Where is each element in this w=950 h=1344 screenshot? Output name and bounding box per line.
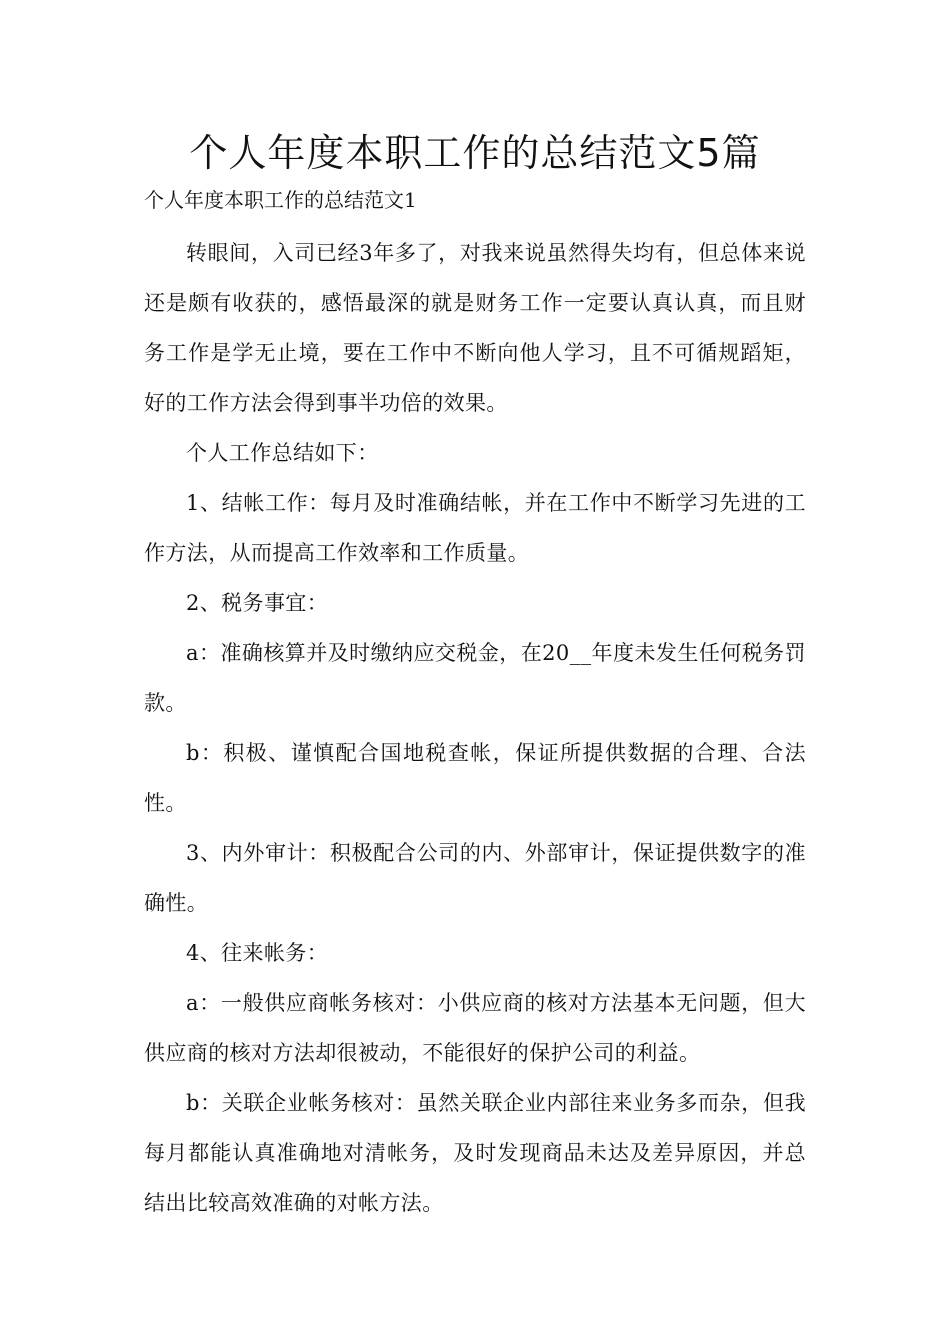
paragraph-item-2b: b：积极、谨慎配合国地税查帐，保证所提供数据的合理、合法性。 (144, 741, 806, 815)
paragraph-item-4a: a：一般供应商帐务核对：小供应商的核对方法基本无问题，但大供应商的核对方法却很被动，不能很好的保护公司的利益。 (144, 991, 806, 1065)
paragraph-item-2a: a：准确核算并及时缴纳应交税金，在20__年度未发生任何税务罚款。 (144, 641, 806, 715)
paragraph-intro: 转眼间，入司已经3年多了，对我来说虽然得失均有，但总体来说还是颇有收获的，感悟最深的就是财务工作一定要认真认真，而且财务工作是学无止境，要在工作中不断向他人学习，且不可循规蹈矩，好的工作方法会得到事半功倍的效果。 (144, 241, 806, 415)
document-body (144, 228, 806, 1228)
paragraph-item-4b: b：关联企业帐务核对：虽然关联企业内部往来业务多而杂，但我每月都能认真准确地对清帐务，及时发现商品未达及差异原因，并总结出比较高效准确的对帐方法。 (144, 1091, 806, 1215)
paragraph-item-2-tax: 2、税务事宜： (186, 591, 329, 615)
section-subtitle: 个人年度本职工作的总结范文1 (144, 188, 417, 212)
document-title: 个人年度本职工作的总结范文5篇 (189, 131, 761, 175)
paragraph-summary-heading: 个人工作总结如下： (186, 441, 379, 465)
paragraph-item-3-audit: 3、内外审计：积极配合公司的内、外部审计，保证提供数字的准确性。 (144, 841, 806, 915)
paragraph-item-1-closing: 1、结帐工作：每月及时准确结帐，并在工作中不断学习先进的工作方法，从而提高工作效率和工作质量。 (144, 491, 806, 565)
paragraph-item-4-accounts: 4、往来帐务： (186, 941, 329, 965)
